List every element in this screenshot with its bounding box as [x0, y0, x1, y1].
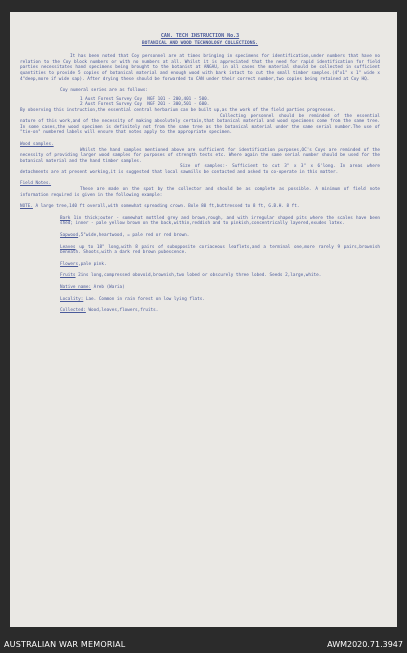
bark-entry — [20, 215, 383, 227]
bark-label: Bark — [60, 215, 71, 221]
document-subtitle: BOTANICAL AND WOOD TECHNOLOGY COLLECTIONS. — [141, 40, 259, 46]
note-text: A large tree,140 ft overall,with somewhat spreading crown. Bole 80 ft,buttressed to 8 ft, G.B.H. 8 ft. — [35, 204, 300, 210]
fruits-label: Fruits — [60, 273, 76, 279]
bark-text: 1in thick;outer - somewhat mottled grey and brown,rough, and with irregular shaped pits where the scales have been shed; inner - pale yellow brown on the back,within,reddish and to pinkish,concentrically layered,exudes latex. — [60, 215, 383, 227]
leaves-label: Leaves — [60, 244, 76, 250]
leaves-text: up to 18" long,with 8 pairs of subopposite coriaceous leaflets,and a terminal one,more rarely 9 pairs,brownish beneath. Shoots,with a dark red brown pubescence. — [60, 244, 383, 256]
source-label: AUSTRALIAN WAR MEMORIAL — [4, 640, 126, 649]
paragraph-intro: It has been noted that Coy personnel are at times bringing in specimens for identification,under numbers that have no relation to the Coy block numbers or with no numbers at all. Whilst it is appreciated that the need for rapid identification for field parties necessitates hand specimens being brought to the botanist at ANGAU, in all cases the material should be collected in sufficient quantities to provide 5 copies of botanical material and enough wood with bark intact to cut the small timber samples.(4"x1" x 1" wide x 4"deep,more if wide sap). After drying these should be forwarded to CAN under their correct number,two copies being retained at Coy HQ. — [20, 54, 383, 82]
collected-label: Collected: — [60, 308, 86, 314]
paragraph-collecting: Collecting personnel should be reminded of the essential nature of this work,and of the necessity of making absolutely certain,that botanical material and wood specimens come from the same tree. In some cases,the wood specimen is definitely not from the same tree as the botanical material under the same serial number.The use of "tie-on" numbered labels will ensure that notes apply to the appropriate specimen. — [20, 113, 383, 136]
note-label: NOTE. — [20, 204, 33, 210]
paragraph-field-notes: These are made on the spot by the collector and should be as complete as possible. A minimum of field note information required is given in the following example: — [20, 187, 383, 198]
item-id: AWM2020.71.3947 — [327, 640, 403, 649]
document-page — [10, 12, 397, 627]
native-name-label: Native name: — [60, 285, 92, 290]
fruits-text: 2ins long,compressed obovoid,brownish,two lobed or obscurely three lobed. Seeds 2,large,white. — [75, 273, 322, 279]
document-body — [20, 33, 383, 314]
field-notes-heading: Field Notes. — [20, 181, 52, 187]
paragraph-sample-size: Size of samples:- Sufficient to cut 3" x 3" x 6'long. In areas where detachments are at present working,it is suggested that local sawmills be contacted and asked to co-operate in this matter. — [20, 164, 383, 175]
series-line-1: 1 Aust Forest Survey Coy NGF 101 - 200,401 - 500. — [80, 96, 210, 102]
collected-text: Wood,leaves,flowers,fruits. — [85, 308, 159, 314]
series-heading: Coy numeral series are as follows: — [60, 88, 148, 94]
paragraph-herbarium: By observing this instruction,the essential central herbarium can be built up,as the work of the field parties progresses. — [20, 107, 336, 113]
wood-samples-heading: Wood samples. — [20, 141, 54, 147]
document-title: CAN. TECH INSTRUCTION No.3 — [160, 33, 240, 39]
sapwood-text: ,5"wide,heartwood, = pale red or red brown. — [78, 233, 190, 239]
series-line-2: 2 Aust Forest Survey Coy NGF 201 - 300,501 - 600. — [80, 102, 210, 108]
flowers-text: ,pale pink. — [78, 261, 107, 267]
paragraph-wood-samples: Whilst the hand samples mentioned above are sufficient for identification purposes,OC's Coys are reminded of the necessity of providing larger wood samples for purposes of strength tests etc. Where again the same serial number should be used for the botanical material and the hand timber samples. — [20, 147, 383, 164]
locality-label: Locality: — [60, 296, 84, 302]
sapwood-label: Sapwood — [60, 233, 79, 239]
native-name-text: Areb (Waria) — [91, 285, 125, 290]
locality-text: Lae. Common in rain forest on low lying flats. — [83, 296, 205, 302]
footer-bar — [0, 636, 407, 653]
leaves-entry — [20, 244, 383, 256]
collected-entry — [20, 308, 380, 314]
flowers-label: Flowers — [60, 261, 79, 267]
